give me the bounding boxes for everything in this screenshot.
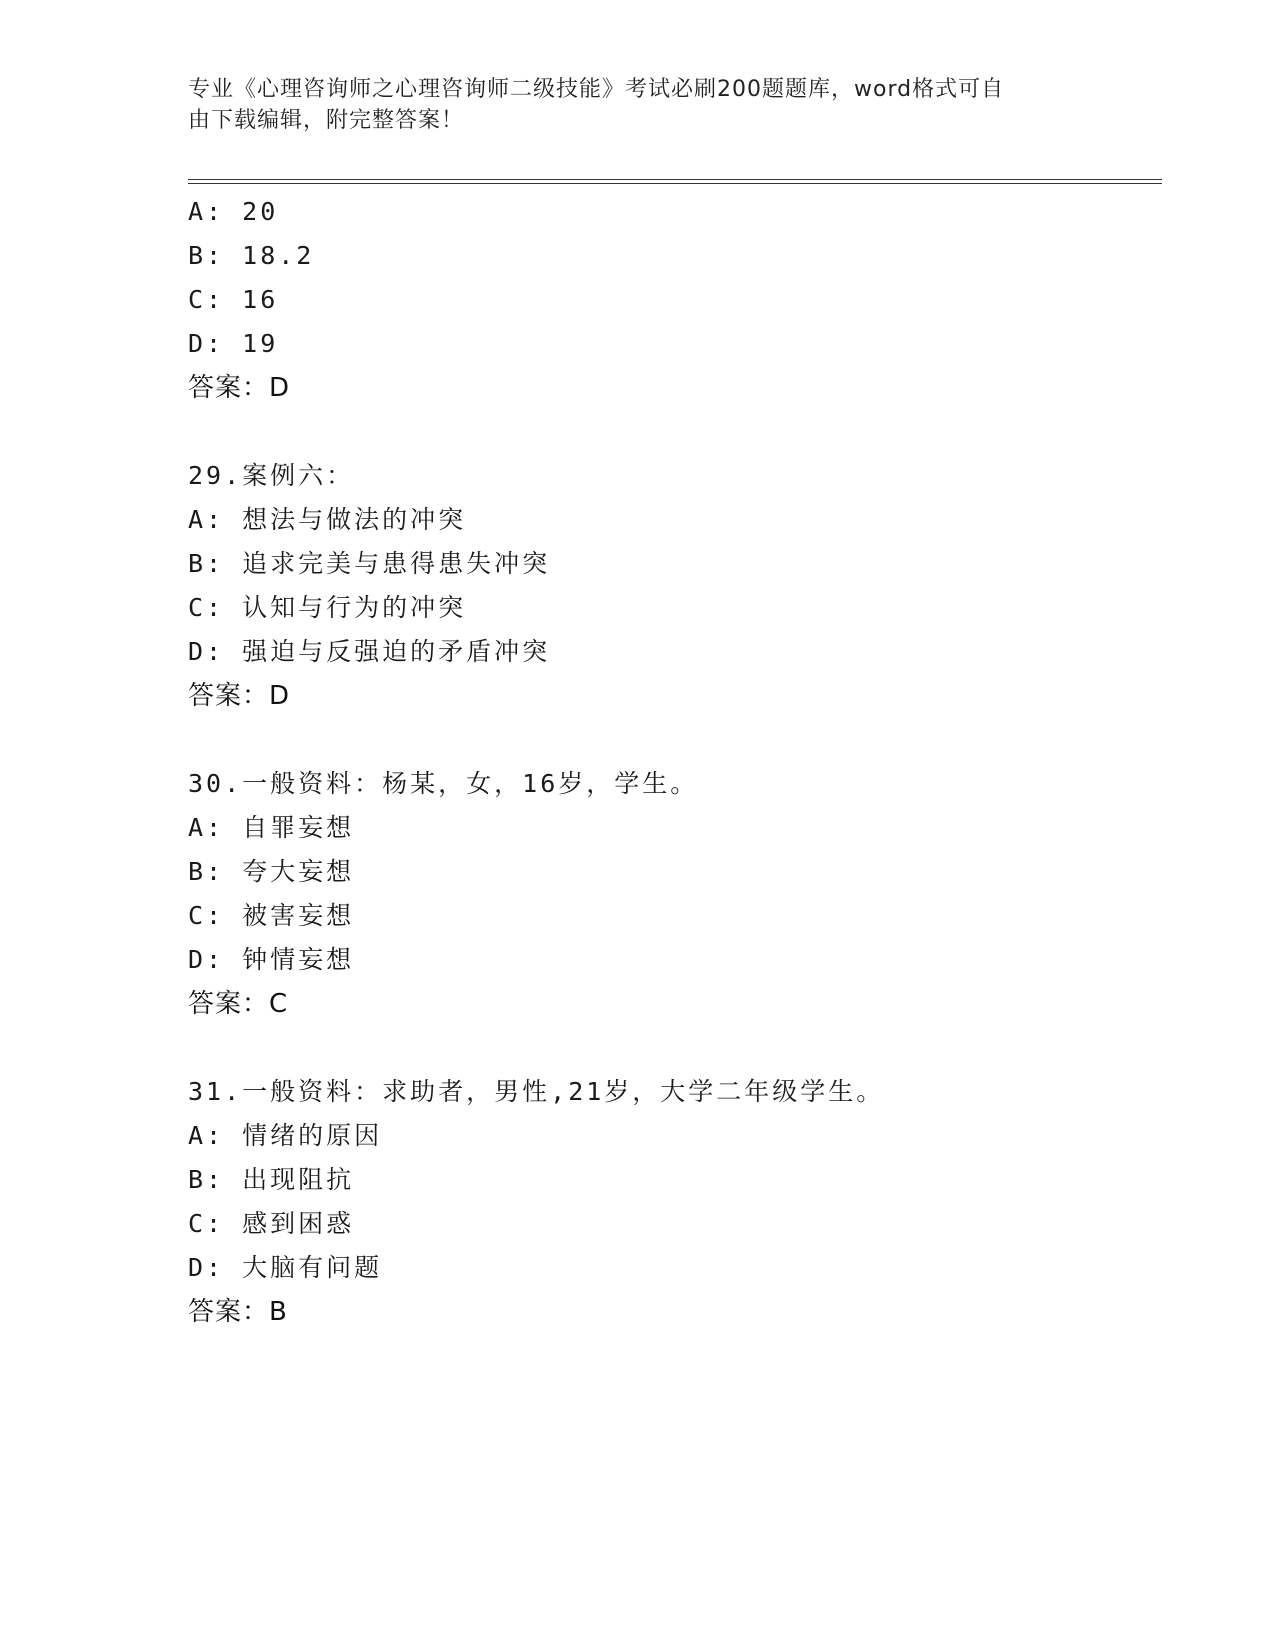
q28-option-a: A: 20 bbox=[188, 197, 279, 226]
q29-option-c: C: 认知与行为的冲突 bbox=[188, 593, 467, 622]
q29-option-b: B: 追求完美与患得患失冲突 bbox=[188, 549, 551, 578]
q30-stem: 30.一般资料：杨某，女，16岁，学生。 bbox=[188, 769, 699, 798]
q31-option-a: A: 情绪的原因 bbox=[188, 1121, 383, 1150]
q29-option-d: D: 强迫与反强迫的矛盾冲突 bbox=[188, 637, 551, 666]
q29-answer: 答案：D bbox=[188, 681, 291, 711]
q31-option-b: B: 出现阻抗 bbox=[188, 1165, 355, 1194]
q30-option-d: D: 钟情妄想 bbox=[188, 945, 355, 974]
q31-option-c: C: 感到困惑 bbox=[188, 1209, 355, 1238]
q29-stem: 29.案例六： bbox=[188, 461, 355, 490]
q28-answer: 答案：D bbox=[188, 373, 291, 403]
q30-answer: 答案：C bbox=[188, 989, 289, 1019]
q28-option-d: D: 19 bbox=[188, 329, 279, 358]
q31-stem: 31.一般资料：求助者，男性,21岁，大学二年级学生。 bbox=[188, 1077, 885, 1106]
header-line-1: 专业《心理咨询师之心理咨询师二级技能》考试必刷200题题库，word格式可自 bbox=[188, 77, 1005, 102]
q28-option-c: C: 16 bbox=[188, 285, 279, 314]
q28-option-b: B: 18.2 bbox=[188, 241, 315, 270]
q31-answer: 答案：B bbox=[188, 1297, 288, 1327]
q31-option-d: D: 大脑有问题 bbox=[188, 1253, 383, 1282]
page-header bbox=[188, 74, 1088, 136]
q29-option-a: A: 想法与做法的冲突 bbox=[188, 505, 467, 534]
q30-option-c: C: 被害妄想 bbox=[188, 901, 355, 930]
header-divider-top bbox=[188, 179, 1162, 180]
header-divider-bottom bbox=[188, 183, 1162, 184]
q30-option-a: A: 自罪妄想 bbox=[188, 813, 355, 842]
header-line-2: 由下载编辑，附完整答案！ bbox=[188, 108, 465, 133]
q30-option-b: B: 夸大妄想 bbox=[188, 857, 355, 886]
